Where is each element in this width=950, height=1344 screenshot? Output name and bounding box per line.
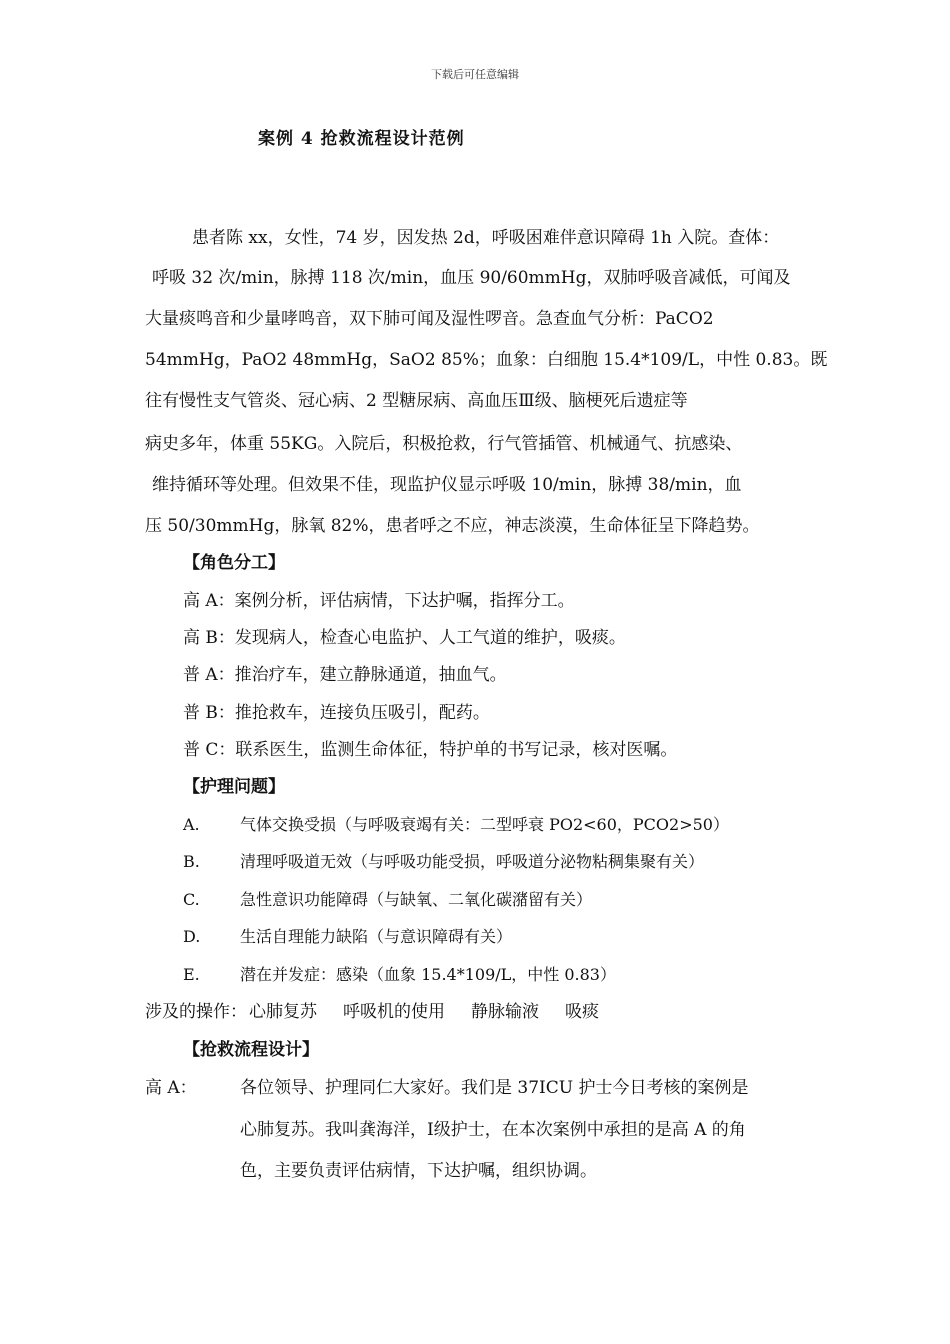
problem-text: 气体交换受损（与呼吸衰竭有关：二型呼衰 PO2<60，PCO2>50） (240, 815, 729, 834)
case-line: 压 50/30mmHg，脉氧 82%，患者呼之不应，神志淡漠，生命体征呈下降趋势。 (145, 516, 760, 536)
problem-letter: E. (183, 965, 200, 984)
speech-line: 色，主要负责评估病情，下达护嘱，组织协调。 (240, 1161, 597, 1181)
operation-item: 呼吸机的使用 (343, 1002, 445, 1022)
problem-letter: D. (183, 927, 201, 946)
problem-item (183, 927, 512, 947)
case-line: 病史多年，体重 55KG。入院后，积极抢救，行气管插管、机械通气、抗感染、 (145, 434, 743, 454)
operations-line (145, 1002, 599, 1022)
roles-heading: 【角色分工】 (183, 553, 285, 573)
flow-heading: 【抢救流程设计】 (183, 1040, 319, 1060)
problem-letter: C. (183, 890, 200, 909)
problems-heading: 【护理问题】 (183, 777, 285, 797)
speech-line: 心肺复苏。我叫龚海洋，Ⅰ级护士，在本次案例中承担的是高 A 的角 (240, 1120, 746, 1140)
case-line: 维持循环等处理。但效果不佳，现监护仪显示呼吸 10/min，脉搏 38/min，血 (152, 475, 742, 495)
role-item: 普 C：联系医生，监测生命体征，特护单的书写记录，核对医嘱。 (183, 740, 678, 760)
problem-item (183, 965, 616, 985)
operation-item: 心肺复苏 (249, 1002, 317, 1022)
case-line: 往有慢性支气管炎、冠心病、2 型糖尿病、高血压Ⅲ级、脑梗死后遗症等 (145, 391, 688, 411)
role-item: 高 B：发现病人，检查心电监护、人工气道的维护，吸痰。 (183, 628, 626, 648)
problem-letter: B. (183, 852, 200, 871)
case-line: 54mmHg，PaO2 48mmHg，SaO2 85%；血象：白细胞 15.4*109/L，中性 0.83。既 (145, 350, 828, 370)
problem-item (183, 815, 729, 835)
role-item: 普 B：推抢救车，连接负压吸引，配药。 (183, 703, 490, 723)
problem-text: 急性意识功能障碍（与缺氧、二氧化碳潴留有关） (240, 890, 593, 909)
case-line: 呼吸 32 次/min，脉搏 118 次/min，血压 90/60mmHg，双肺呼吸音减低，可闻及 (152, 268, 791, 288)
problem-text: 生活自理能力缺陷（与意识障碍有关） (240, 927, 513, 946)
case-line: 患者陈 xx，女性，74 岁，因发热 2d，呼吸困难伴意识障碍 1h 入院。查体： (192, 228, 780, 248)
speaker-label: 高 A： (145, 1078, 197, 1098)
problem-text: 清理呼吸道无效（与呼吸功能受损，呼吸道分泌物粘稠集聚有关） (240, 852, 705, 871)
case-line: 大量痰鸣音和少量哮鸣音，双下肺可闻及湿性啰音。急查血气分析：PaCO2 (145, 309, 714, 329)
document-title: 案例 4 抢救流程设计范例 (258, 129, 465, 149)
operation-item: 静脉输液 (471, 1002, 539, 1022)
problem-text: 潜在并发症：感染（血象 15.4*109/L，中性 0.83） (240, 965, 616, 984)
problem-item (183, 852, 704, 872)
speech-line: 各位领导、护理同仁大家好。我们是 37ICU 护士今日考核的案例是 (240, 1078, 749, 1098)
operation-item: 吸痰 (565, 1002, 599, 1022)
problem-letter: A. (183, 815, 200, 834)
header-note: 下载后可任意编辑 (431, 68, 519, 81)
role-item: 普 A：推治疗车，建立静脉通道，抽血气。 (183, 665, 507, 685)
operations-label: 涉及的操作： (145, 1002, 247, 1022)
problem-item (183, 890, 592, 910)
role-item: 高 A：案例分析，评估病情，下达护嘱，指挥分工。 (183, 591, 575, 611)
